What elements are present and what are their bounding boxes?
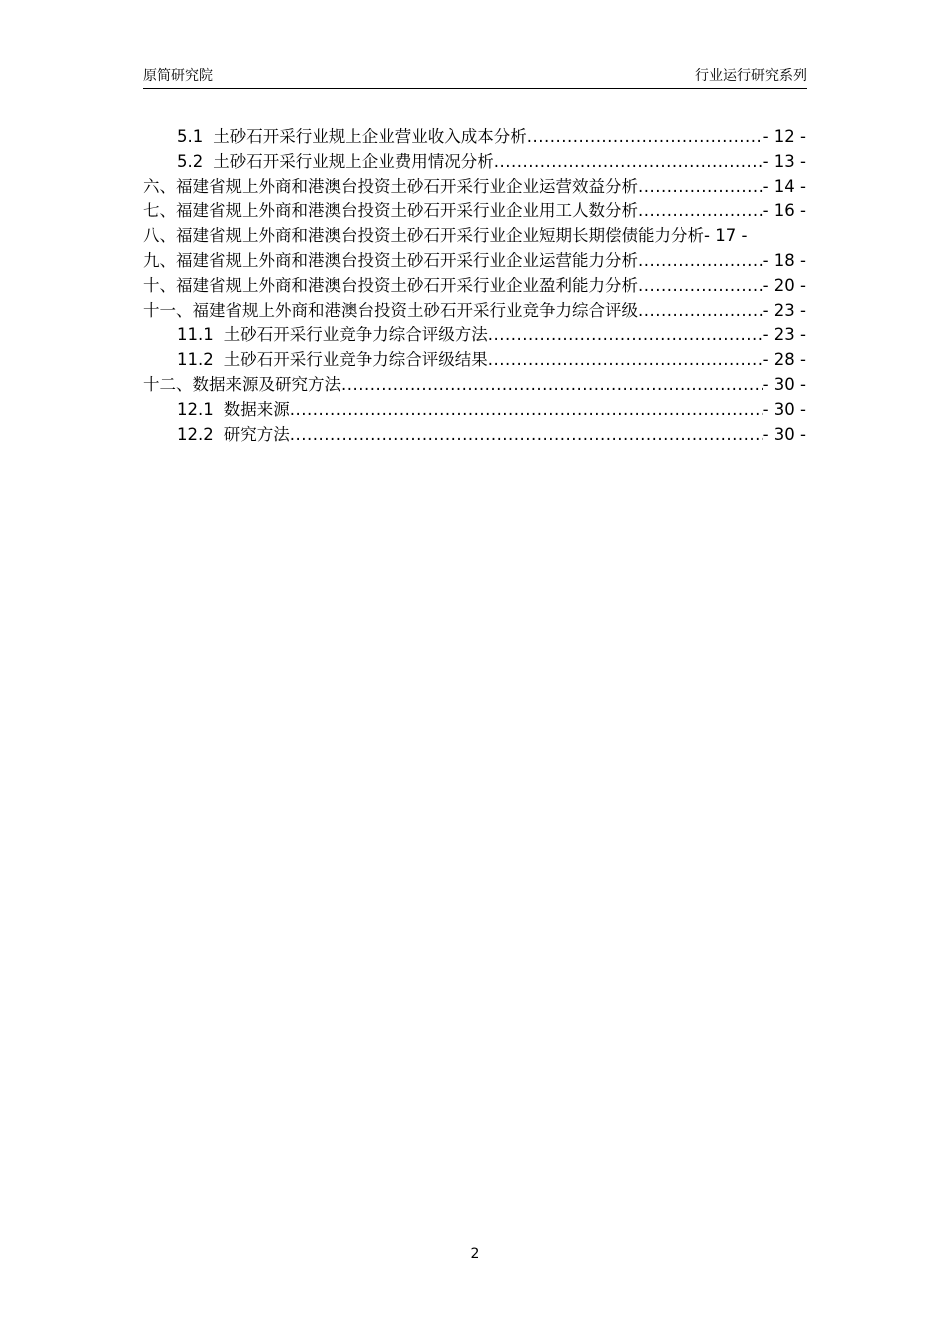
toc-entry-number: 5.2 (177, 151, 204, 171)
toc-dot-leader (488, 323, 763, 348)
toc-entry-page: - 13 - (762, 151, 806, 171)
toc-entry-number: 12.2 (177, 424, 214, 444)
toc-entry-page: - 30 - (762, 399, 806, 419)
toc-entry-page: - 20 - (762, 275, 806, 295)
toc-entry-page: - 12 - (762, 127, 806, 146)
header-publisher: 原简研究院 (143, 68, 213, 84)
toc-dot-leader (488, 348, 763, 373)
toc-entry-number: 5.1 (177, 127, 204, 146)
toc-entry-number: 12.1 (177, 399, 214, 419)
toc-entry-title: 土砂石开采行业竞争力综合评级方法 (223, 325, 488, 345)
toc-entry-title: 十二、数据来源及研究方法 (143, 374, 341, 394)
toc-entry-page: - 14 - (762, 176, 806, 196)
toc-entry-title: 六、福建省规上外商和港澳台投资土砂石开采行业企业运营效益分析 (143, 176, 638, 196)
toc-dot-leader (494, 150, 763, 175)
toc-entry[interactable] (143, 274, 806, 299)
toc-entry[interactable] (143, 348, 806, 373)
toc-entry-title: 八、福建省规上外商和港澳台投资土砂石开采行业企业短期长期偿债能力分析 (143, 226, 704, 246)
toc-entry-title: 十、福建省规上外商和港澳台投资土砂石开采行业企业盈利能力分析 (143, 275, 638, 295)
toc-dot-leader (638, 249, 763, 274)
toc-entry-title: 数据来源 (223, 399, 290, 419)
toc-entry[interactable] (143, 175, 806, 200)
toc-entry-number: 11.2 (177, 350, 214, 370)
header-series: 行业运行研究系列 (695, 68, 807, 84)
toc-entry-title: 七、福建省规上外商和港澳台投资土砂石开采行业企业用工人数分析 (143, 201, 638, 221)
toc-entry-title: 九、福建省规上外商和港澳台投资土砂石开采行业企业运营能力分析 (143, 250, 638, 270)
toc-entry[interactable] (143, 423, 806, 448)
toc-entry[interactable] (143, 150, 806, 175)
toc-entry-page: - 16 - (762, 201, 806, 221)
toc-entry[interactable] (143, 323, 806, 348)
toc-entry-page: - 23 - (762, 300, 806, 320)
toc-entry-title: 土砂石开采行业规上企业营业收入成本分析 (213, 127, 527, 146)
toc-entry[interactable] (143, 249, 806, 274)
toc-entry[interactable] (143, 373, 806, 398)
toc-entry[interactable] (143, 125, 806, 150)
toc-dot-leader (290, 398, 763, 423)
toc-entry-page: - 23 - (762, 325, 806, 345)
toc-entry-page: - 17 - (704, 226, 748, 246)
toc-entry-page: - 28 - (762, 350, 806, 370)
toc-entry-page: - 30 - (762, 374, 806, 394)
toc-entry-title: 研究方法 (223, 424, 290, 444)
toc-dot-leader (638, 175, 763, 200)
toc-entry-number: 11.1 (177, 325, 214, 345)
table-of-contents (143, 125, 806, 447)
toc-dot-leader (290, 423, 763, 448)
toc-entry[interactable] (143, 224, 806, 249)
toc-entry[interactable] (143, 299, 806, 324)
toc-dot-leader (638, 299, 763, 324)
toc-entry[interactable] (143, 398, 806, 423)
toc-entry-title: 土砂石开采行业竞争力综合评级结果 (223, 350, 488, 370)
toc-dot-leader (638, 199, 763, 224)
toc-dot-leader (341, 373, 763, 398)
toc-dot-leader (527, 125, 763, 150)
page-number: 2 (470, 1246, 480, 1262)
page-header (143, 66, 807, 89)
toc-entry[interactable] (143, 199, 806, 224)
toc-entry-page: - 18 - (762, 250, 806, 270)
toc-entry-title: 十一、福建省规上外商和港澳台投资土砂石开采行业竞争力综合评级 (143, 300, 638, 320)
toc-entry-page: - 30 - (762, 424, 806, 444)
toc-dot-leader (638, 274, 763, 299)
toc-entry-title: 土砂石开采行业规上企业费用情况分析 (213, 151, 494, 171)
